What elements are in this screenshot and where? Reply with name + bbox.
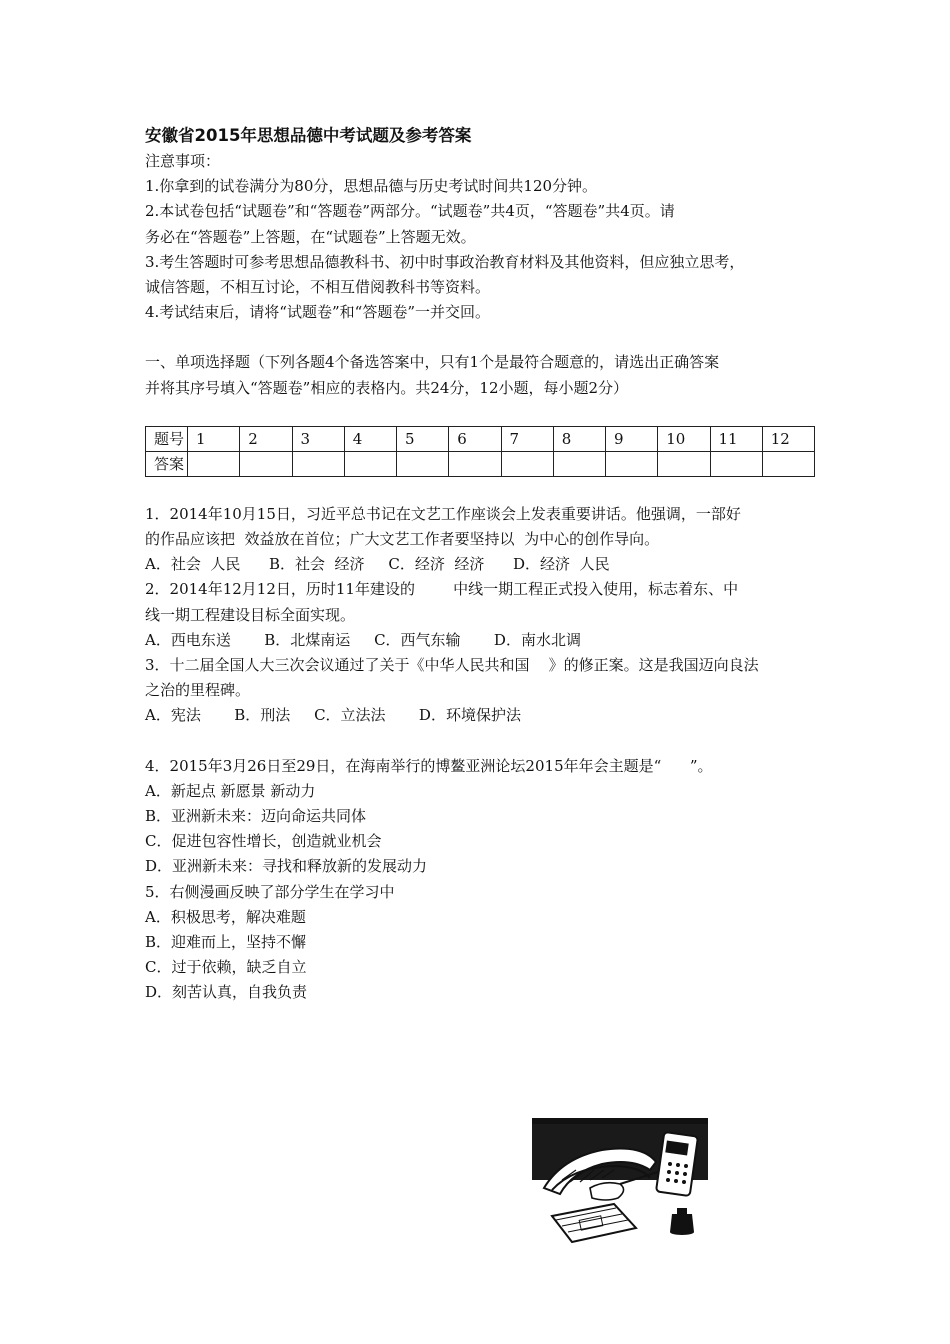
answer-table bbox=[145, 426, 815, 477]
question-line: 4．2015年3月26日至29日，在海南举行的博鳌亚洲论坛2015年年会主题是“ ”。 bbox=[145, 756, 713, 775]
question-number-cell: 10 bbox=[658, 426, 710, 451]
table-row-label: 答案 bbox=[146, 451, 188, 476]
question-number-cell: 4 bbox=[344, 426, 396, 451]
answer-option: A．新起点 新愿景 新动力 bbox=[145, 781, 316, 800]
question-number-cell: 2 bbox=[240, 426, 292, 451]
answer-cell[interactable] bbox=[553, 451, 605, 476]
answer-option: B．迎难而上，坚持不懈 bbox=[145, 933, 307, 952]
question-line: 1．2014年10月15日，习近平总书记在文艺工作座谈会上发表重要讲话。他强调，一部好 bbox=[145, 504, 741, 523]
section-heading: 并将其序号填入“答题卷”相应的表格内。共24分，12小题，每小题2分） bbox=[145, 378, 629, 397]
answer-option: D．亚洲新未来：寻找和释放新的发展动力 bbox=[145, 857, 428, 876]
notice-line: 3.考生答题时可参考思想品德教科书、初中时事政治教育材料及其他资料，但应独立思考， bbox=[145, 252, 745, 271]
answer-cell[interactable] bbox=[449, 451, 501, 476]
notice-line: 务必在“答题卷”上答题，在“试题卷”上答题无效。 bbox=[145, 227, 476, 246]
document-page bbox=[145, 123, 815, 1006]
answer-cell[interactable] bbox=[397, 451, 449, 476]
answer-option: B．亚洲新未来：迈向命运共同体 bbox=[145, 807, 367, 826]
answer-cell[interactable] bbox=[240, 451, 292, 476]
answer-option: C．过于依赖，缺乏自立 bbox=[145, 958, 307, 977]
answer-cell[interactable] bbox=[292, 451, 344, 476]
page-title: 安徽省2015年思想品德中考试题及参考答案 bbox=[145, 126, 472, 145]
question-number-cell: 1 bbox=[188, 426, 240, 451]
question-number-cell: 8 bbox=[553, 426, 605, 451]
question-number-cell: 11 bbox=[710, 426, 762, 451]
notice-line: 诚信答题，不相互讨论，不相互借阅教科书等资料。 bbox=[145, 278, 491, 297]
answer-cell[interactable] bbox=[710, 451, 762, 476]
question-number-cell: 12 bbox=[762, 426, 814, 451]
question-line: 2．2014年12月12日，历时11年建设的 中线一期工程正式投入使用，标志着东、中 bbox=[145, 580, 739, 599]
question-number-cell: 3 bbox=[292, 426, 344, 451]
answer-option: C．促进包容性增长，创造就业机会 bbox=[145, 832, 382, 851]
question-line: 5．右侧漫画反映了部分学生在学习中 bbox=[145, 882, 395, 901]
answer-options: A．社会 人民 B．社会 经济 C．经济 经济 D．经济 人民 bbox=[145, 555, 610, 574]
section-heading: 一、单项选择题（下列各题4个备选答案中，只有1个是最符合题意的，请选出正确答案 bbox=[145, 353, 720, 372]
answer-cell[interactable] bbox=[762, 451, 814, 476]
answer-cell[interactable] bbox=[501, 451, 553, 476]
answer-cell[interactable] bbox=[658, 451, 710, 476]
notice-line: 2.本试卷包括“试题卷”和“答题卷”两部分。“试题卷”共4页，“答题卷”共4页。请 bbox=[145, 202, 675, 221]
answer-option: A．积极思考，解决难题 bbox=[145, 907, 306, 926]
question-line: 之治的里程碑。 bbox=[145, 681, 251, 700]
question-number-cell: 9 bbox=[606, 426, 658, 451]
question-line: 3．十二届全国人大三次会议通过了关于《中华人民共和国 》的修正案。这是我国迈向良法 bbox=[145, 656, 759, 675]
table-row bbox=[146, 451, 815, 476]
question-number-cell: 5 bbox=[397, 426, 449, 451]
answer-cell[interactable] bbox=[188, 451, 240, 476]
notice-line: 4.考试结束后，请将“试题卷”和“答题卷”一并交回。 bbox=[145, 303, 490, 322]
answer-options: A．宪法 B．刑法 C．立法法 D．环境保护法 bbox=[145, 706, 521, 725]
question-number-cell: 7 bbox=[501, 426, 553, 451]
notice-heading: 注意事项： bbox=[145, 152, 221, 170]
answer-cell[interactable] bbox=[606, 451, 658, 476]
notice-line: 1.你拿到的试卷满分为80分，思想品德与历史考试时间共120分钟。 bbox=[145, 177, 598, 196]
answer-cell[interactable] bbox=[344, 451, 396, 476]
answer-options: A．西电东送 B．北煤南运 C．西气东输 D．南水北调 bbox=[145, 630, 581, 649]
cartoon-illustration bbox=[532, 1118, 708, 1250]
table-row-label: 题号 bbox=[146, 426, 188, 451]
question-line: 线一期工程建设目标全面实现。 bbox=[145, 605, 356, 624]
table-row bbox=[146, 426, 815, 451]
question-line: 的作品应该把 效益放在首位；广大文艺工作者要坚持以 为中心的创作导向。 bbox=[145, 530, 660, 549]
question-number-cell: 6 bbox=[449, 426, 501, 451]
answer-option: D．刻苦认真，自我负责 bbox=[145, 983, 308, 1002]
